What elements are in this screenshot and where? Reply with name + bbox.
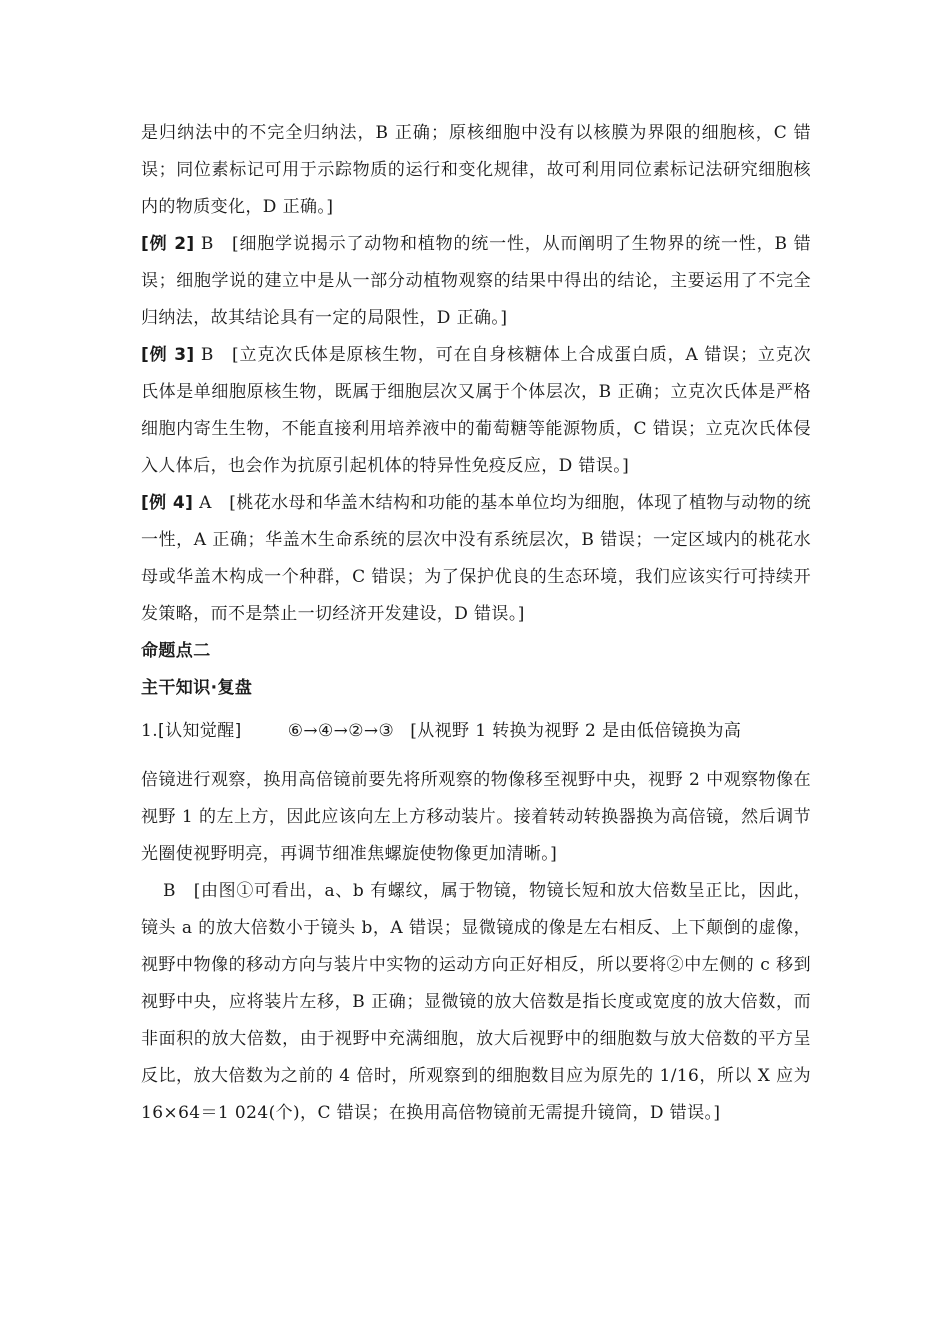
question-1-text-line1: [从视野 1 转换为视野 2 是由低倍镜换为高 [410,721,742,741]
paragraph-example-4 [141,485,811,633]
section-heading-review: 主干知识·复盘 [141,678,253,698]
paragraph-example-2 [141,226,811,337]
question-1 [141,713,811,873]
document-body [141,115,811,1132]
question-1-first-line [141,713,811,750]
question-1-text-rest: 倍镜进行观察，换用高倍镜前要先将所观察的物像移至视野中央，视野 2 中观察物像在视野 1 的左上方，因此应该向左上方移动装片。接着转动转换器换为高倍镜，然后调节光圈使视野明亮，再调节细准焦螺旋使物像更加清晰。] [141,770,811,864]
section-heading-point-two: 命题点二 [141,641,211,661]
example-3-text: B [立克次氏体是原核生物，可在自身核糖体上合成蛋白质，A 错误；立克次氏体是单细胞原核生物，既属于细胞层次又属于个体层次，B 正确；立克次氏体是严格细胞内寄生生物，不能直接利用培养液中的葡萄糖等能源物质，C 错误；立克次氏体侵入人体后，也会作为抗原引起机体的特异性免疫反应，D 错误。] [141,345,811,476]
example-2-text: B [细胞学说揭示了动物和植物的统一性，从而阐明了生物界的统一性，B 错误；细胞学说的建立中是从一部分动植物观察的结果中得出的结论，主要运用了不完全归纳法，故其结论具有一定的局限性，D 正确。] [141,234,811,328]
paragraph-example-3 [141,337,811,485]
example-3-label: [例 3] [141,345,195,365]
example-4-label: [例 4] [141,493,194,513]
example-2-label: [例 2] [141,234,195,254]
question-1-label: [认知觉醒] [158,721,242,741]
question-1-answer: ⑥→④→②→③ [287,721,395,741]
paragraph-ex1-continued: 是归纳法中的不完全归纳法，B 正确；原核细胞中没有以核膜为界限的细胞核，C 错误；同位素标记可用于示踪物质的运行和变化规律，故可利用同位素标记法研究细胞核内的物质变化，D 正确。] [141,123,811,217]
question-1-number: 1. [141,721,159,741]
question-2: B [由图①可看出，a、b 有螺纹，属于物镜，物镜长短和放大倍数呈正比，因此，镜头 a 的放大倍数小于镜头 b，A 错误；显微镜成的像是左右相反、上下颠倒的虚像，视野中物像的移动方向与装片中实物的运动方向正好相反，所以要将②中左侧的 c 移到视野中央，应将装片左移，B 正确；显微镜的放大倍数是指长度或宽度的放大倍数，而非面积的放大倍数，由于视野中充满细胞，放大后视野中的细胞数与放大倍数的平方呈反比，放大倍数为之前的 4 倍时，所观察到的细胞数目应为原先的 1/16，所以 X 应为 16×64＝1 024(个)，C 错误；在换用高倍物镜前无需提升镜筒，D 错误。] [141,881,811,1123]
example-4-text: A [桃花水母和华盖木结构和功能的基本单位均为细胞，体现了植物与动物的统一性，A 正确；华盖木生命系统的层次中没有系统层次，B 错误；一定区域内的桃花水母或华盖木构成一个种群，C 错误；为了保护优良的生态环境，我们应该实行可持续开发策略，而不是禁止一切经济开发建设，D 错误。] [141,493,811,624]
